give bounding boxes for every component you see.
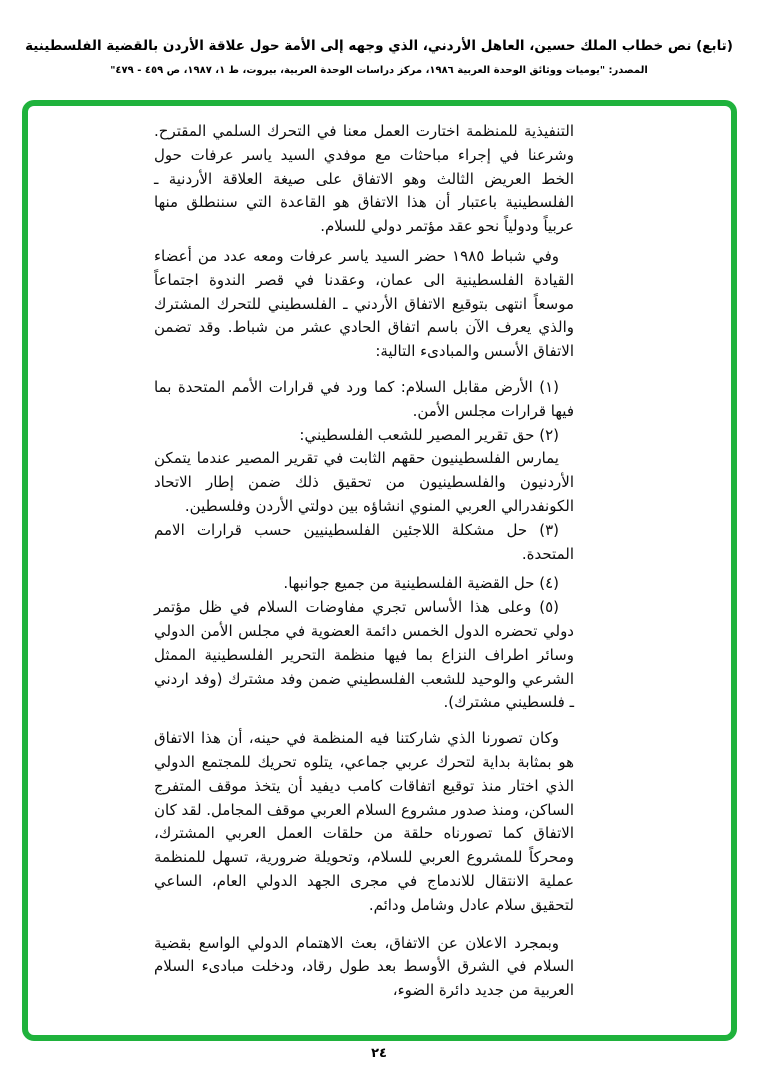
- paragraph-continuation: التنفيذية للمنظمة اختارت العمل معنا في التحرك السلمي المقترح. وشرعنا في إجراء مباحثات مع موفدي السيد ياسر عرفات حول الخط العريض الثالث وهو الاتفاق على صيغة العلاقة الأردنية ـ الفلسطينية باعتبار أن هذا الاتفاق هو القاعدة التي سننطلق منها عربياً ودولياً نحو عقد مؤتمر دولي للسلام.: [154, 122, 574, 236]
- list-item-1: (١) الأرض مقابل السلام: كما ورد في قرارات الأمم المتحدة بما فيها قرارات مجلس الأمن.: [154, 377, 574, 420]
- paragraph-self-determination: يمارس الفلسطينيون حقهم الثابت في تقرير المصير عندما يتمكن الأردنيون والفلسطينيون من تحقيق ذلك ضمن إطار الاتحاد الكونفدرالي العربي المنوي انشاؤه بين دولتي الأردن وفلسطين.: [154, 449, 574, 515]
- body-text-column: [154, 120, 574, 1003]
- list-item-2: (٢) حق تقرير المصير للشعب الفلسطيني:: [299, 425, 559, 444]
- document-header: [0, 36, 758, 76]
- paragraph-our-vision: وكان تصورنا الذي شاركتنا فيه المنظمة في حينه، أن هذا الاتفاق هو بمثابة بداية لتحرك عربي جماعي، يتلوه تحريك للمجتمع الدولي الذي اختار منذ توقيع اتفاقات كامب ديفيد أن يتخذ موقف المتفرج الساكن، ومنذ صدور مشروع السلام العربي موقف المجامل. لقد كان الاتفاق كما تصورناه حلقة من حلقات العمل العربي المشترك، ومحركاً للمشروع العربي للسلام، وتحويلة ضرورية، تسهل للمنظمة عملية الانتقال للاندماج في مجرى الجهد الدولي العام، الساعي لتحقيق سلام عادل وشامل ودائم.: [153, 729, 574, 914]
- page-footer: [0, 1046, 758, 1061]
- list-item-3: (٣) حل مشكلة اللاجئين الفلسطينيين حسب قرارات الامم المتحدة.: [154, 520, 574, 563]
- page-number: ٢٤: [371, 1046, 387, 1061]
- list-item-4: (٤) حل القضية الفلسطينية من جميع جوانبها.: [283, 574, 559, 593]
- paragraph-february-1985: وفي شباط ١٩٨٥ حضر السيد ياسر عرفات ومعه عدد من أعضاء القيادة الفلسطينية الى عمان، وعقدنا في قصر الندوة اجتماعاً موسعاً انتهى بتوقيع الاتفاق الأردني ـ الفلسطيني للتحرك المشترك والذي يعرف الآن باسم اتفاق الحادي عشر من شباط. وقد تضمن الاتفاق الأسس والمبادىء التالية:: [154, 246, 574, 361]
- document-source-citation: المصدر: "يوميات ووثائق الوحدة العربية ١٩٨٦، مركز دراسات الوحدة العربية، بيروت، ط ١، ١٩٨٧، ص ٤٥٩ - ٤٧٩": [110, 64, 648, 76]
- paragraph-announcement: وبمجرد الاعلان عن الاتفاق، بعث الاهتمام الدولي الواسع بقضية السلام في الشرق الأوسط بعد طول رقاد، ودخلت مبادىء السلام العربية من جديد دائرة الضوء،: [154, 933, 574, 1000]
- green-content-frame: [22, 100, 737, 1041]
- document-title: (تابع) نص خطاب الملك حسين، العاهل الأردني، الذي وجهه إلى الأمة حول علاقة الأردن بالقضية الفلسطينية: [25, 38, 733, 54]
- list-item-5: (٥) وعلى هذا الأساس تجري مفاوضات السلام في ظل مؤتمر دولي تحضره الدول الخمس دائمة العضوية في مجلس الأمن الدولي وسائر اطراف النزاع بما فيها منظمة التحرير الفلسطينية الممثل الشرعي والوحيد للشعب الفلسطيني ضمن وفد مشترك (وفد اردني ـ فلسطيني مشترك).: [154, 598, 574, 712]
